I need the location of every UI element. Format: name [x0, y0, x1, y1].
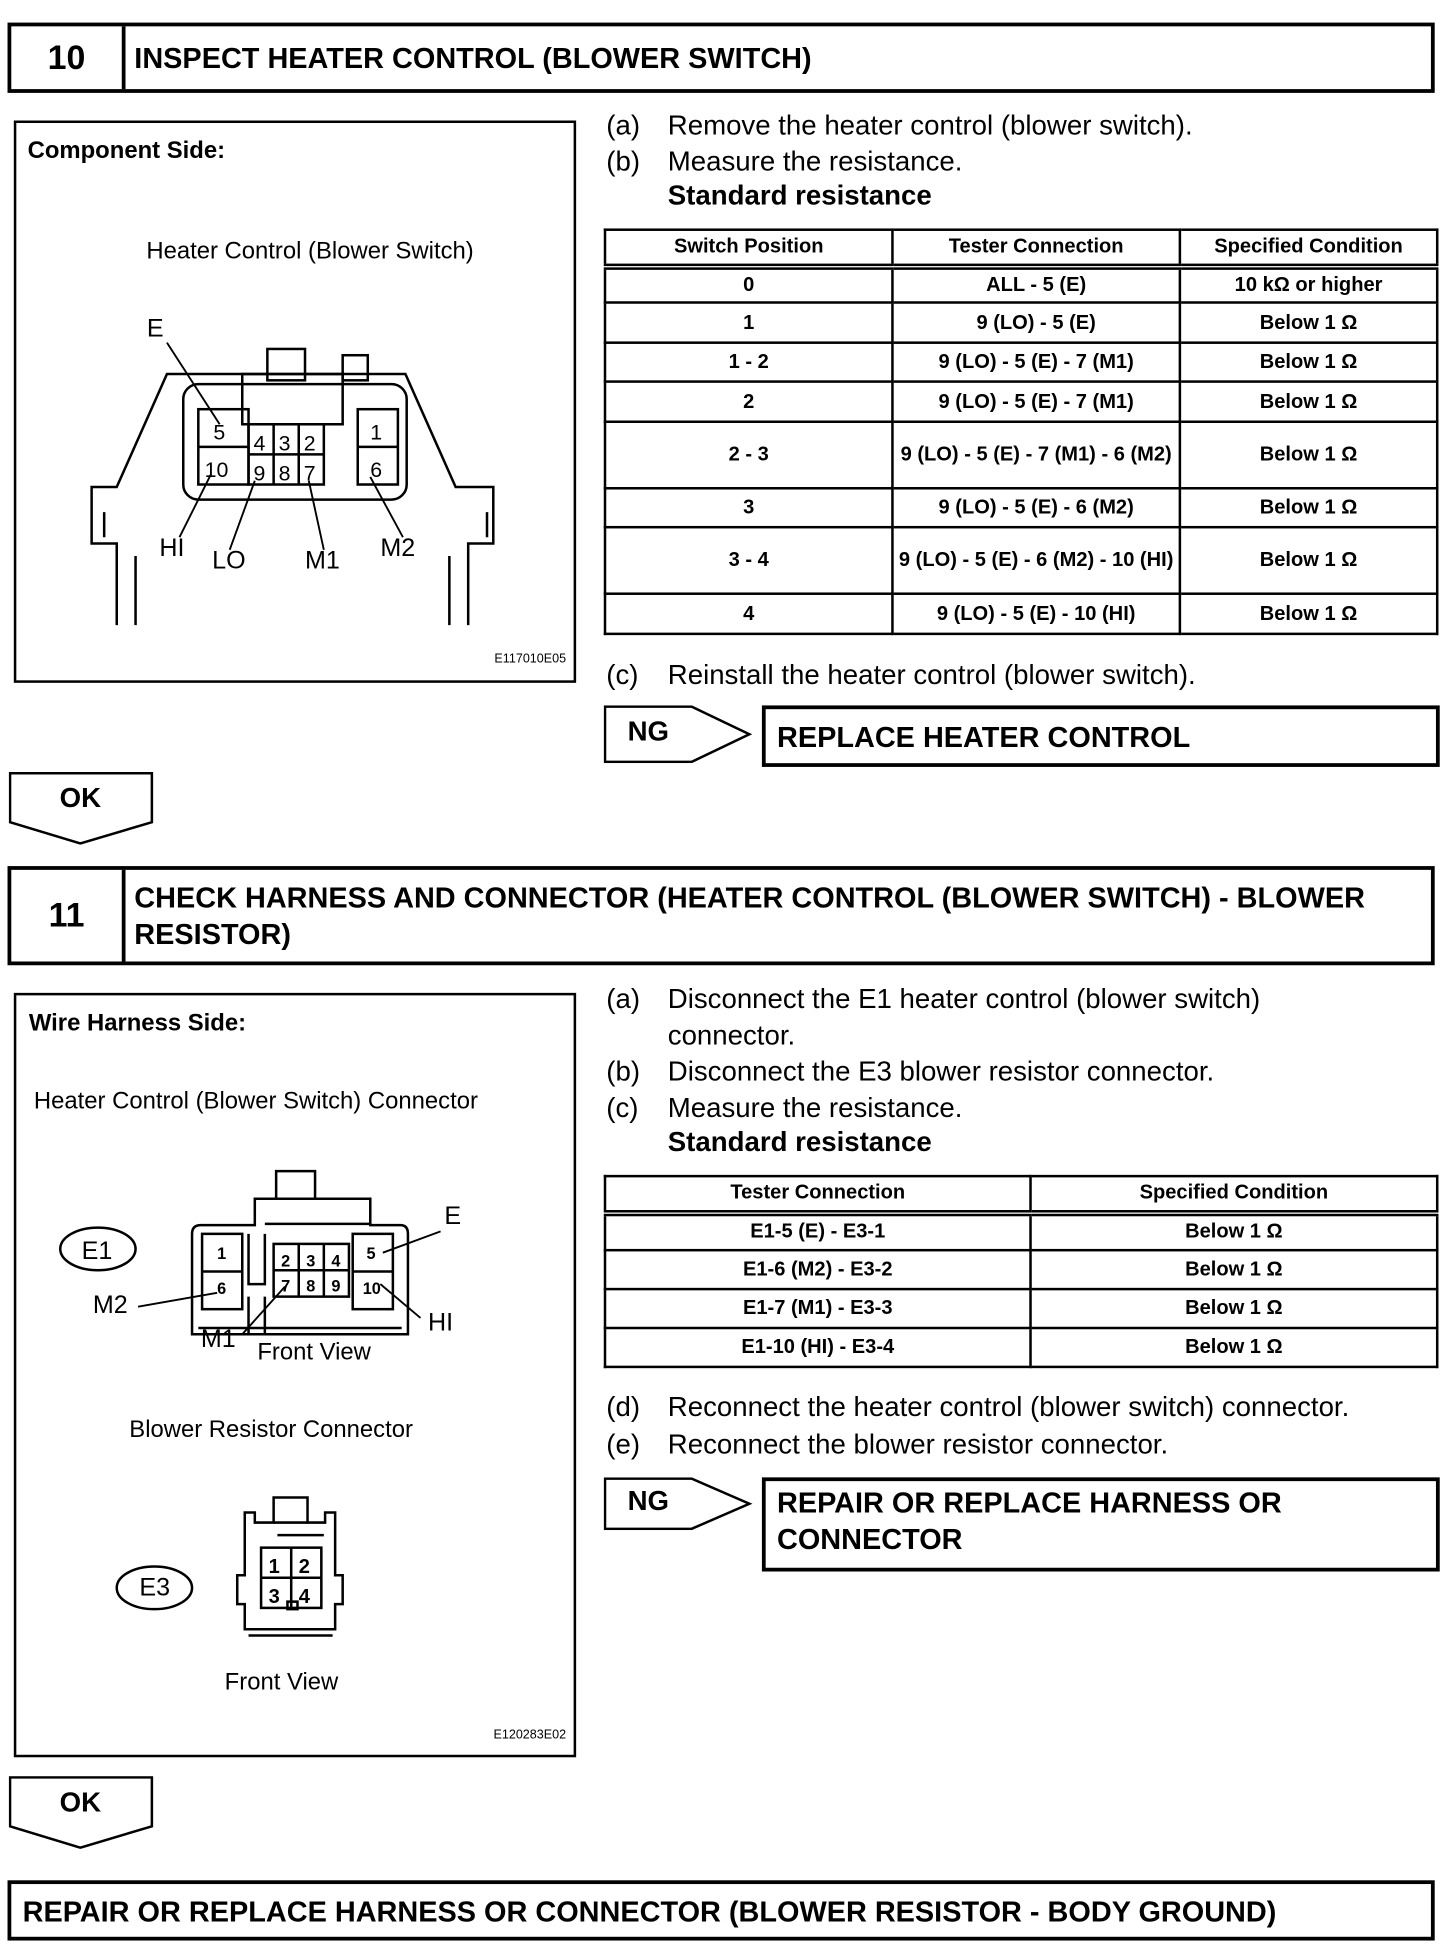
cell: E1-7 (M1) - E3-3: [605, 1289, 1031, 1328]
ng-result-box: REPLACE HEATER CONTROL: [762, 705, 1440, 767]
final-action-box: [8, 1880, 1435, 1940]
step-text: Measure the resistance.: [667, 1092, 963, 1124]
table-row: [605, 527, 1437, 594]
e3-label: E3: [139, 1574, 171, 1602]
cell: 2 - 3: [605, 422, 892, 489]
svg-text:10: 10: [362, 1280, 381, 1299]
step-text: connector.: [667, 1019, 796, 1051]
component-side-figure: [14, 120, 576, 682]
step-text: Measure the resistance.: [667, 145, 963, 177]
cell: Below 1 Ω: [1180, 303, 1437, 343]
svg-text:2: 2: [303, 431, 316, 456]
e3-connector-diagram: [16, 1485, 573, 1673]
cell: 0: [605, 266, 892, 302]
step-text: Remove the heater control (blower switch).: [667, 109, 1193, 141]
ok-branch-10[interactable]: [9, 772, 155, 845]
svg-text:4: 4: [298, 1585, 310, 1608]
step-text: Disconnect the E1 heater control (blower switch): [667, 982, 1261, 1015]
ok-label: OK: [59, 1786, 102, 1818]
figure-id: E117010E05: [494, 652, 567, 667]
cell: 2: [605, 382, 892, 422]
figure-side-label: Component Side:: [27, 138, 226, 165]
step-label: (b): [606, 1055, 641, 1088]
cell: 9 (LO) - 5 (E): [892, 303, 1179, 343]
ng-arrow-icon: [604, 1477, 755, 1530]
resistance-table-11: [604, 1175, 1439, 1368]
front-view-label-e3: Front View: [224, 1669, 339, 1696]
cell: 9 (LO) - 5 (E) - 10 (HI): [892, 594, 1179, 634]
ng-arrow-icon: [604, 705, 755, 763]
svg-text:9: 9: [253, 461, 266, 486]
cell: Below 1 Ω: [1031, 1250, 1438, 1289]
cell: 1 - 2: [605, 343, 892, 382]
step-11-header: [8, 866, 1435, 965]
standard-resistance-heading: Standard resistance: [667, 179, 932, 211]
svg-text:M2: M2: [380, 534, 416, 563]
column-header: Specified Condition: [1180, 230, 1437, 266]
resistance-table-10: [604, 228, 1439, 635]
cell: ALL - 5 (E): [892, 266, 1179, 302]
table-row: [605, 303, 1437, 343]
step-label: (a): [606, 982, 641, 1015]
step-number: 11: [11, 870, 125, 962]
svg-text:E: E: [444, 1201, 462, 1230]
step-text: Reinstall the heater control (blower switch).: [667, 658, 1196, 691]
cell: 3: [605, 488, 892, 527]
column-header: Tester Connection: [605, 1176, 1031, 1212]
svg-text:8: 8: [306, 1277, 316, 1296]
svg-text:9: 9: [331, 1277, 341, 1296]
svg-text:5: 5: [213, 420, 226, 445]
column-header: Tester Connection: [892, 230, 1179, 266]
svg-text:M2: M2: [92, 1290, 128, 1319]
figure-caption: Heater Control (Blower Switch): [146, 238, 474, 265]
e1-connector-diagram: [16, 1146, 573, 1372]
svg-text:M1: M1: [305, 546, 340, 575]
ng-label: NG: [627, 1484, 670, 1517]
svg-text:M1: M1: [200, 1324, 236, 1353]
svg-text:8: 8: [278, 461, 291, 486]
cell: 4: [605, 594, 892, 634]
svg-text:6: 6: [370, 457, 383, 482]
step-title: INSPECT HEATER CONTROL (BLOWER SWITCH): [134, 41, 812, 75]
step-text: Reconnect the heater control (blower switch) connector.: [667, 1390, 1350, 1423]
step-title: CHECK HARNESS AND CONNECTOR (HEATER CONTROL (BLOWER SWITCH) - BLOWER RESISTOR): [134, 881, 1365, 951]
wire-harness-side-figure: [14, 993, 576, 1757]
cell: 9 (LO) - 5 (E) - 7 (M1): [892, 382, 1179, 422]
table-row: [605, 343, 1437, 382]
ng-result-box: [762, 1477, 1440, 1571]
ng-result-line: CONNECTOR: [776, 1522, 963, 1556]
figure-id: E120283E02: [493, 1728, 567, 1743]
figure-side-label: Wire Harness Side:: [28, 1010, 247, 1037]
svg-text:1: 1: [370, 420, 383, 445]
blower-switch-diagram: [16, 299, 573, 638]
svg-text:3: 3: [268, 1585, 280, 1608]
step-label: (c): [606, 658, 639, 691]
figure-caption-e3: Blower Resistor Connector: [129, 1417, 413, 1444]
step-label: (c): [606, 1092, 639, 1124]
table-row: [605, 594, 1437, 634]
front-view-label-e1: Front View: [257, 1339, 371, 1366]
cell: Below 1 Ω: [1180, 488, 1437, 527]
cell: 10 kΩ or higher: [1180, 266, 1437, 302]
svg-text:HI: HI: [159, 534, 185, 563]
cell: 9 (LO) - 5 (E) - 7 (M1) - 6 (M2): [892, 422, 1179, 489]
svg-text:5: 5: [366, 1244, 376, 1263]
cell: Below 1 Ω: [1031, 1213, 1438, 1251]
cell: 9 (LO) - 5 (E) - 7 (M1): [892, 343, 1179, 382]
svg-text:HI: HI: [428, 1308, 454, 1337]
e1-label: E1: [81, 1236, 113, 1265]
cell: Below 1 Ω: [1180, 594, 1437, 634]
table-row: [605, 1328, 1437, 1367]
standard-resistance-heading: Standard resistance: [667, 1125, 932, 1158]
svg-text:2: 2: [298, 1555, 310, 1578]
table-row: [605, 266, 1437, 302]
step-label: (d): [606, 1390, 641, 1423]
svg-text:7: 7: [281, 1277, 291, 1296]
column-header: Switch Position: [605, 230, 892, 266]
svg-text:1: 1: [217, 1244, 227, 1263]
cell: E1-5 (E) - E3-1: [605, 1213, 1031, 1251]
svg-text:1: 1: [268, 1555, 280, 1578]
svg-text:2: 2: [281, 1252, 291, 1271]
table-row: [605, 382, 1437, 422]
ng-result-line: REPAIR OR REPLACE HARNESS OR: [776, 1486, 1282, 1519]
table-row: [605, 1289, 1437, 1328]
cell: 1: [605, 303, 892, 343]
step-label: (a): [606, 109, 641, 141]
table-row: [605, 422, 1437, 489]
ng-label: NG: [627, 715, 670, 747]
cell: Below 1 Ω: [1031, 1328, 1438, 1367]
svg-text:3: 3: [306, 1252, 316, 1271]
cell: Below 1 Ω: [1180, 422, 1437, 489]
cell: Below 1 Ω: [1180, 343, 1437, 382]
cell: Below 1 Ω: [1180, 527, 1437, 594]
cell: Below 1 Ω: [1180, 382, 1437, 422]
svg-text:4: 4: [253, 431, 266, 456]
ng-branch-10[interactable]: [604, 705, 755, 763]
step-10-header: [8, 23, 1435, 93]
svg-text:7: 7: [303, 461, 316, 486]
step-text: Reconnect the blower resistor connector.: [667, 1428, 1169, 1460]
table-row: [605, 1213, 1437, 1251]
final-action-title: REPAIR OR REPLACE HARNESS OR CONNECTOR (BLOWER RESISTOR - BODY GROUND): [22, 1895, 1277, 1928]
cell: E1-6 (M2) - E3-2: [605, 1250, 1031, 1289]
ok-label: OK: [59, 781, 102, 814]
table-row: [605, 1250, 1437, 1289]
column-header: Specified Condition: [1031, 1176, 1438, 1212]
step-label: (e): [606, 1428, 641, 1460]
step-label: (b): [606, 145, 641, 177]
step-number: 10: [11, 26, 125, 89]
step-text: Disconnect the E3 blower resistor connector.: [667, 1055, 1215, 1088]
ng-branch-11[interactable]: [604, 1477, 755, 1530]
cell: 9 (LO) - 5 (E) - 6 (M2): [892, 488, 1179, 527]
figure-caption-e1: Heater Control (Blower Switch) Connector: [33, 1088, 478, 1115]
svg-text:6: 6: [217, 1280, 227, 1299]
table-row: [605, 488, 1437, 527]
cell: 3 - 4: [605, 527, 892, 594]
cell: E1-10 (HI) - E3-4: [605, 1328, 1031, 1367]
svg-text:LO: LO: [212, 546, 246, 575]
cell: 9 (LO) - 5 (E) - 6 (M2) - 10 (HI): [892, 527, 1179, 594]
svg-text:3: 3: [278, 431, 291, 456]
cell: Below 1 Ω: [1031, 1289, 1438, 1328]
svg-text:4: 4: [331, 1252, 341, 1271]
ok-branch-11[interactable]: [9, 1776, 155, 1849]
svg-text:E: E: [146, 314, 164, 343]
svg-text:10: 10: [204, 457, 229, 482]
